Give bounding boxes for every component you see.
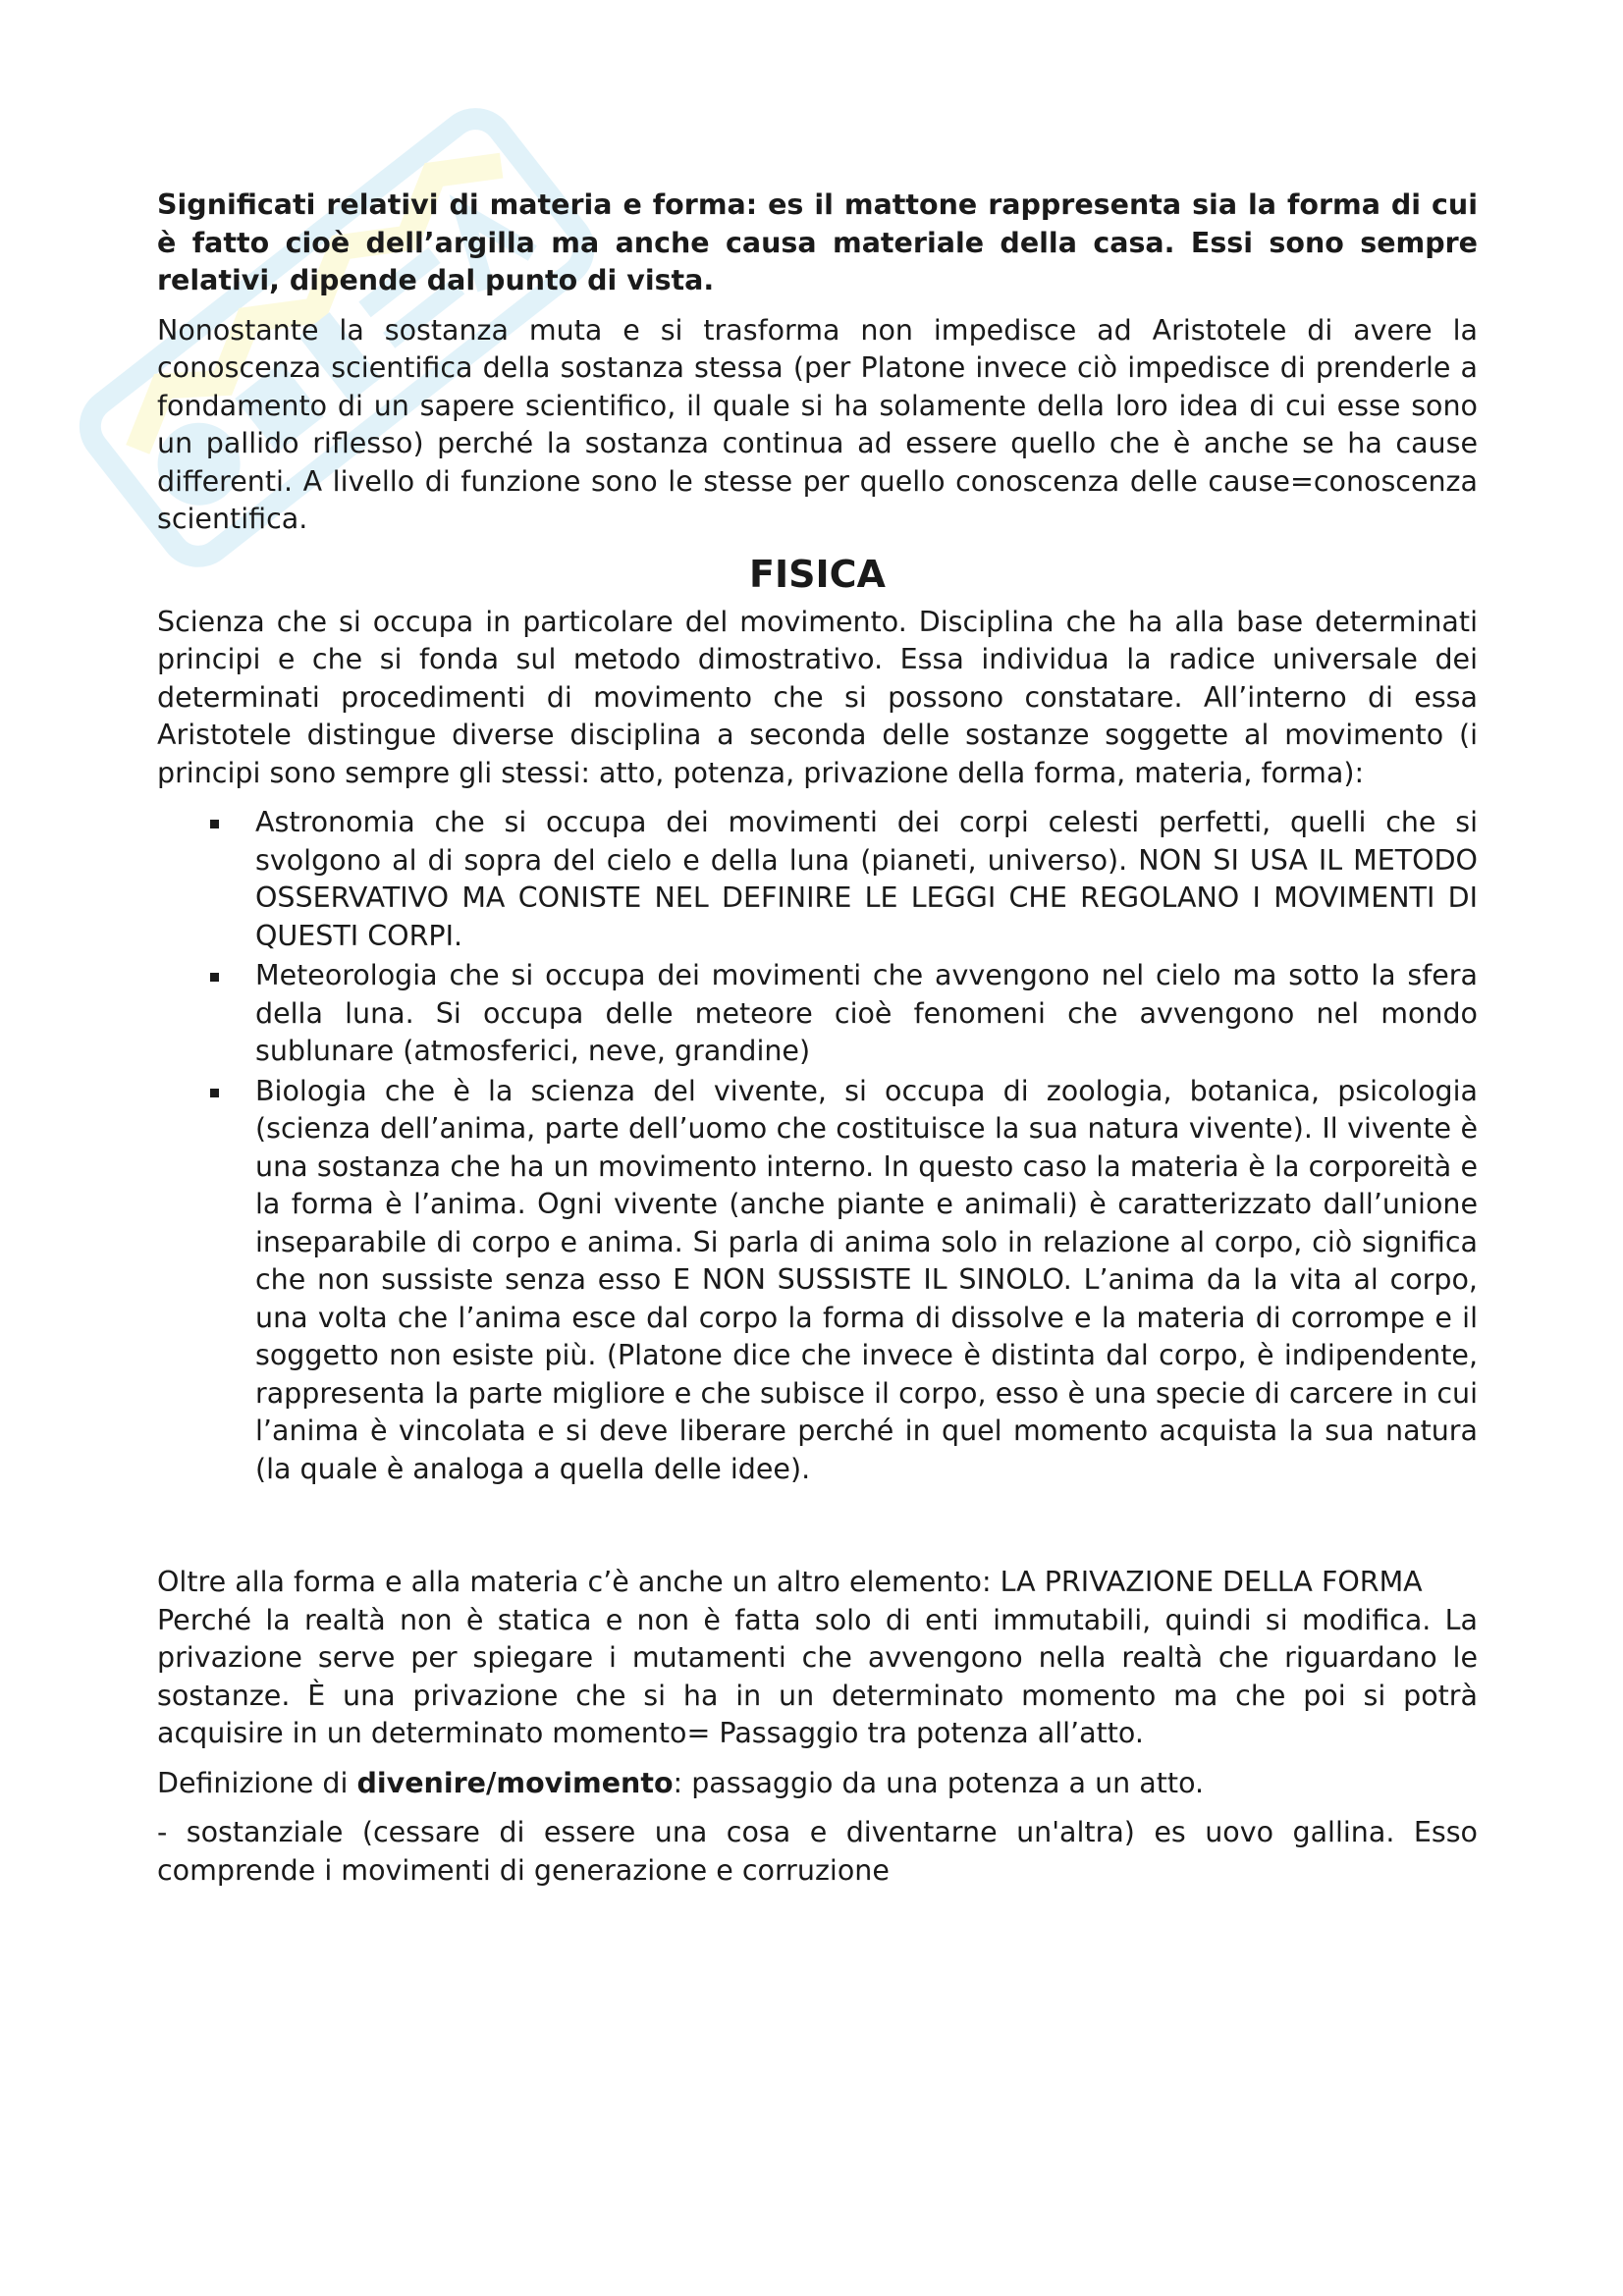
definizione-paragraph (157, 1765, 1478, 1803)
disciplines-list (157, 804, 1478, 1488)
spacer (157, 1490, 1478, 1564)
bullet-icon (210, 820, 219, 828)
list-item-biologia (255, 1073, 1478, 1489)
section-heading: FISICA (749, 552, 886, 596)
sostanziale-paragraph: - sostanziale (cessare di essere una cosa e diventarne un'altra) es uovo gallina. Esso comprende i movimenti di generazione e corruzione (157, 1816, 1478, 1887)
fisica-paragraph: Scienza che si occupa in particolare del movimento. Disciplina che ha alla base determinati principi e che si fonda sul metodo dimostrativo. Essa individua la radice universale dei determinati procedimenti di movimento che si possono constatare. All’interno di essa Aristotele distingue diverse disciplina a seconda delle sostanze soggette al movimento (i principi sono sempre gli stessi: atto, potenza, privazione della forma, materia, forma): (157, 605, 1478, 789)
document-page (157, 187, 1478, 1901)
list-item-meteorologia (255, 957, 1478, 1071)
bullet-icon (210, 973, 219, 982)
sostanza-paragraph: Nonostante la sostanza muta e si trasforma non impedisce ad Aristotele di avere la conoscenza scientifica della sostanza stessa (per Platone invece ciò impedisce di prenderle a fondamento di un sapere scientifico, il quale si ha solamente della loro idea di cui esse sono un pallido riflesso) perché la sostanza continua ad essere quello che è anche se ha cause differenti. A livello di funzione sono le stesse per quello conoscenza delle cause=conoscenza scientifica. (157, 313, 1478, 535)
list-item-text: Meteorologia che si occupa dei movimenti che avvengono nel cielo ma sotto la sfera della luna. Si occupa delle meteore cioè fenomeni che avvengono nel mondo sublunare (atmosferici, neve, grandine) (255, 959, 1478, 1067)
list-item-text: Biologia che è la scienza del vivente, si occupa di zoologia, botanica, psicologia (scienza dell’anima, parte dell’uomo che costituisce la sua natura vivente). Il vivente è una sostanza che ha un movimento interno. In questo caso la materia è la corporeità e la forma è l’anima. Ogni vivente (anche piante e animali) è caratterizzato dall’unione inseparabile di corpo e anima. Si parla di anima solo in relazione al corpo, ciò significa che non sussiste senza esso E NON SUSSISTE IL SINOLO. L’anima da la vita al corpo, una volta che l’anima esce dal corpo la forma di dissolve e la materia di corrompe e il soggetto non esiste più. (Platone dice che invece è distinta dal corpo, è indipendente, rappresenta la parte migliore e che subisce il corpo, esso è una specie di carcere in cui l’anima è vincolata e si deve liberare perché in quel momento acquista la sua natura (la quale è analoga a quella delle idee). (255, 1074, 1478, 1485)
bullet-icon (210, 1089, 219, 1097)
definizione-term: divenire/movimento (356, 1766, 674, 1799)
list-item-astronomia (255, 804, 1478, 955)
definizione-suffix: : passaggio da una potenza a un atto. (673, 1766, 1205, 1799)
privazione-paragraph (157, 1564, 1478, 1753)
definizione-prefix: Definizione di (157, 1766, 357, 1799)
privazione-line-2: Perché la realtà non è statica e non è fatta solo di enti immutabili, quindi si modifica. La privazione serve per spiegare i mutamenti che avvengono nella realtà che riguardano le sostanze. È una privazione che si ha in un determinato momento ma che poi si potrà acquisire in un determinato momento= Passaggio tra potenza all’atto. (157, 1603, 1478, 1749)
privazione-line-1: Oltre alla forma e alla materia c’è anche un altro elemento: LA PRIVAZIONE DELLA FORMA (157, 1566, 1423, 1598)
list-item-text: Astronomia che si occupa dei movimenti dei corpi celesti perfetti, quelli che si svolgono al di sopra del cielo e della luna (pianeti, universo). NON SI USA IL METODO OSSERVATIVO MA CONISTE NEL DEFINIRE LE LEGGI CHE REGOLANO I MOVIMENTI DI QUESTI CORPI. (255, 806, 1478, 952)
intro-bold-paragraph: Significati relativi di materia e forma: es il mattone rappresenta sia la forma di cui è fatto cioè dell’argilla ma anche causa materiale della casa. Essi sono sempre relativi, dipende dal punto di vista. (157, 188, 1478, 296)
